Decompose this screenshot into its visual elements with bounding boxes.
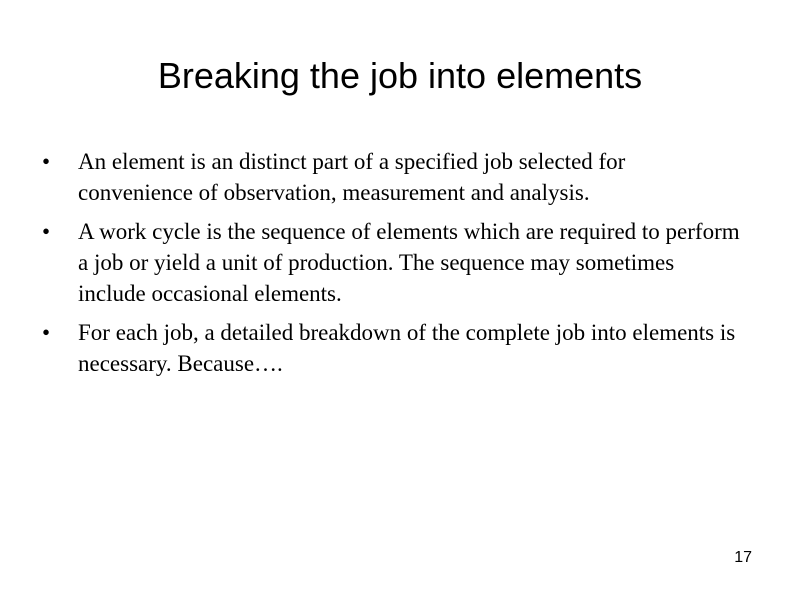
bullet-text: A work cycle is the sequence of elements which are required to perform a job or yield a unit of production. The sequence may sometimes include occasional elements.: [78, 219, 740, 306]
page-number: 17: [734, 549, 752, 566]
bullet-item: [42, 146, 742, 208]
bullet-item: [42, 317, 742, 379]
bullet-item: [42, 216, 742, 309]
bullet-list: [42, 146, 742, 387]
bullet-text: For each job, a detailed breakdown of the complete job into elements is necessary. Because….: [78, 320, 736, 376]
bullet-text: An element is an distinct part of a specified job selected for convenience of observation, measurement and analysis.: [78, 149, 626, 205]
slide-title: Breaking the job into elements: [157, 55, 643, 96]
bullet-icon: •: [42, 149, 51, 174]
bullet-icon: •: [42, 219, 51, 244]
bullet-icon: •: [42, 320, 51, 345]
